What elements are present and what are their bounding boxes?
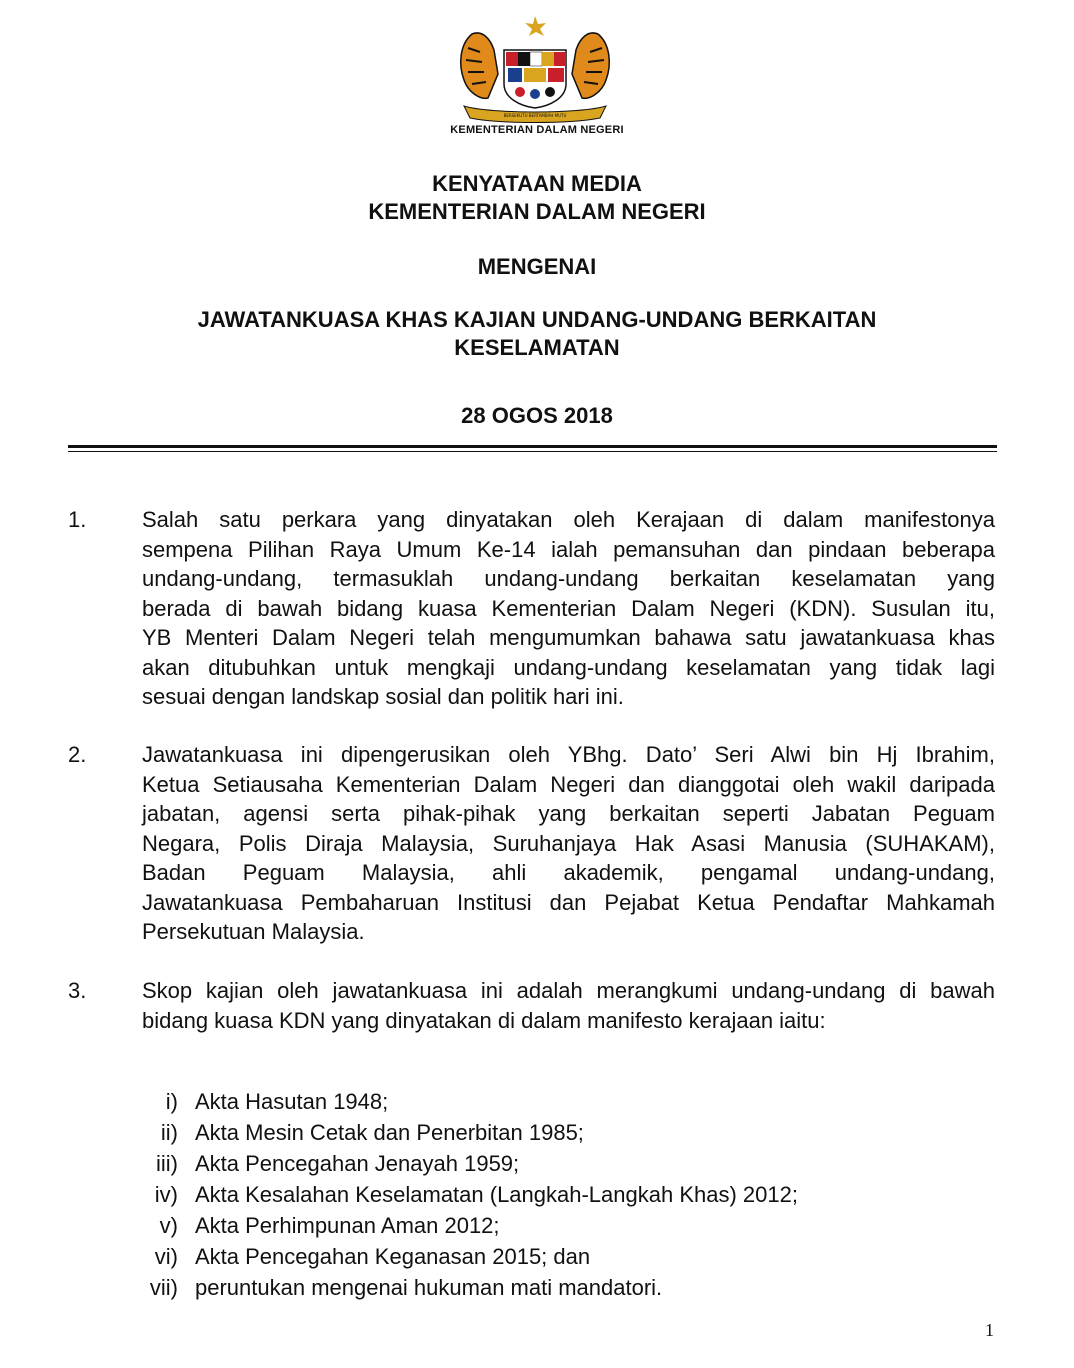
list-item-text: Akta Hasutan 1948;	[195, 1089, 389, 1114]
list-item-text: Akta Kesalahan Keselamatan (Langkah-Langkah Khas) 2012;	[195, 1182, 798, 1207]
paragraph-body	[142, 740, 995, 947]
list-item-numeral: vi)	[154, 1244, 178, 1269]
paragraph-line: Jawatankuasa Pembaharuan Institusi dan Pejabat Ketua Pendaftar Mahkamah	[142, 889, 995, 915]
paragraph-line: akan ditubuhkan untuk mengkaji undang-undang keselamatan yang tidak lagi	[142, 654, 995, 680]
paragraph-line: berada di bawah bidang kuasa Kementerian Dalam Negeri (KDN). Susulan itu,	[142, 595, 995, 621]
paragraph-line: sesuai dengan landskap sosial dan politik hari ini.	[142, 684, 624, 709]
list-item-text: Akta Perhimpunan Aman 2012;	[195, 1213, 500, 1238]
title-line-4: JAWATANKUASA KHAS KAJIAN UNDANG-UNDANG BERKAITAN	[197, 307, 877, 332]
coat-of-arms-logo	[450, 14, 620, 124]
paragraph-line: Badan Peguam Malaysia, ahli akademik, pengamal undang-undang,	[142, 860, 995, 885]
crest-motto: BERSEKUTU BERTAMBAH MUTU	[503, 113, 567, 118]
list-item-text: Akta Mesin Cetak dan Penerbitan 1985;	[195, 1120, 584, 1145]
ministry-caption: KEMENTERIAN DALAM NEGERI	[450, 124, 624, 136]
list-item-numeral: iv)	[154, 1182, 178, 1207]
divider-thick	[68, 445, 997, 448]
divider-thin	[68, 451, 997, 452]
star-icon	[525, 16, 546, 36]
paragraph-number: 2.	[68, 742, 87, 767]
title-line-5: KESELAMATAN	[454, 335, 620, 360]
shield-icon	[504, 50, 566, 108]
list-item-text: Akta Pencegahan Keganasan 2015; dan	[195, 1244, 591, 1269]
paragraph-line: Jawatankuasa ini dipengerusikan oleh YBhg. Dato’ Seri Alwi bin Hj Ibrahim,	[142, 742, 995, 767]
list-item-numeral: v)	[159, 1213, 178, 1238]
paragraph-line: Salah satu perkara yang dinyatakan oleh Kerajaan di dalam manifestonya	[142, 507, 995, 532]
paragraph-line: YB Menteri Dalam Negeri telah mengumumkan bahawa satu jawatankuasa khas	[142, 625, 995, 650]
date: 28 OGOS 2018	[461, 403, 613, 428]
page-number: 1	[985, 1320, 994, 1340]
list-item-numeral: i)	[165, 1089, 178, 1114]
paragraph-line: sempena Pilihan Raya Umum Ke-14 ialah pemansuhan dan pindaan beberapa	[142, 536, 995, 562]
list-item-numeral: vii)	[149, 1275, 178, 1300]
paragraph-line: Negara, Polis Diraja Malaysia, Suruhanjaya Hak Asasi Manusia (SUHAKAM),	[142, 830, 995, 856]
paragraph-line: undang-undang, termasuklah undang-undang berkaitan keselamatan yang	[142, 566, 995, 591]
paragraph-number: 3.	[68, 978, 87, 1003]
paragraph-line: jabatan, agensi serta pihak-pihak yang berkaitan seperti Jabatan Peguam	[142, 801, 995, 826]
list-item-text: peruntukan mengenai hukuman mati mandatori.	[195, 1275, 663, 1300]
paragraph-number: 1.	[68, 507, 87, 532]
paragraph-line: Ketua Setiausaha Kementerian Dalam Negeri dan dianggotai oleh wakil daripada	[142, 771, 995, 797]
title-line-3: MENGENAI	[477, 254, 597, 279]
list-item-numeral: iii)	[156, 1151, 178, 1176]
list-item-numeral: ii)	[160, 1120, 178, 1145]
paragraph-line: Skop kajian oleh jawatankuasa ini adalah merangkumi undang-undang di bawah	[142, 978, 995, 1003]
paragraph-line: Persekutuan Malaysia.	[142, 919, 365, 944]
paragraph-body	[142, 505, 995, 712]
list-item-text: Akta Pencegahan Jenayah 1959;	[195, 1151, 520, 1176]
paragraph-line: bidang kuasa KDN yang dinyatakan di dalam manifesto kerajaan iaitu:	[142, 1007, 826, 1033]
title-line-1: KENYATAAN MEDIA	[432, 171, 642, 196]
title-line-2: KEMENTERIAN DALAM NEGERI	[368, 199, 706, 224]
right-tiger-icon	[572, 33, 609, 98]
paragraph-body	[142, 976, 995, 1035]
left-tiger-icon	[461, 33, 498, 98]
